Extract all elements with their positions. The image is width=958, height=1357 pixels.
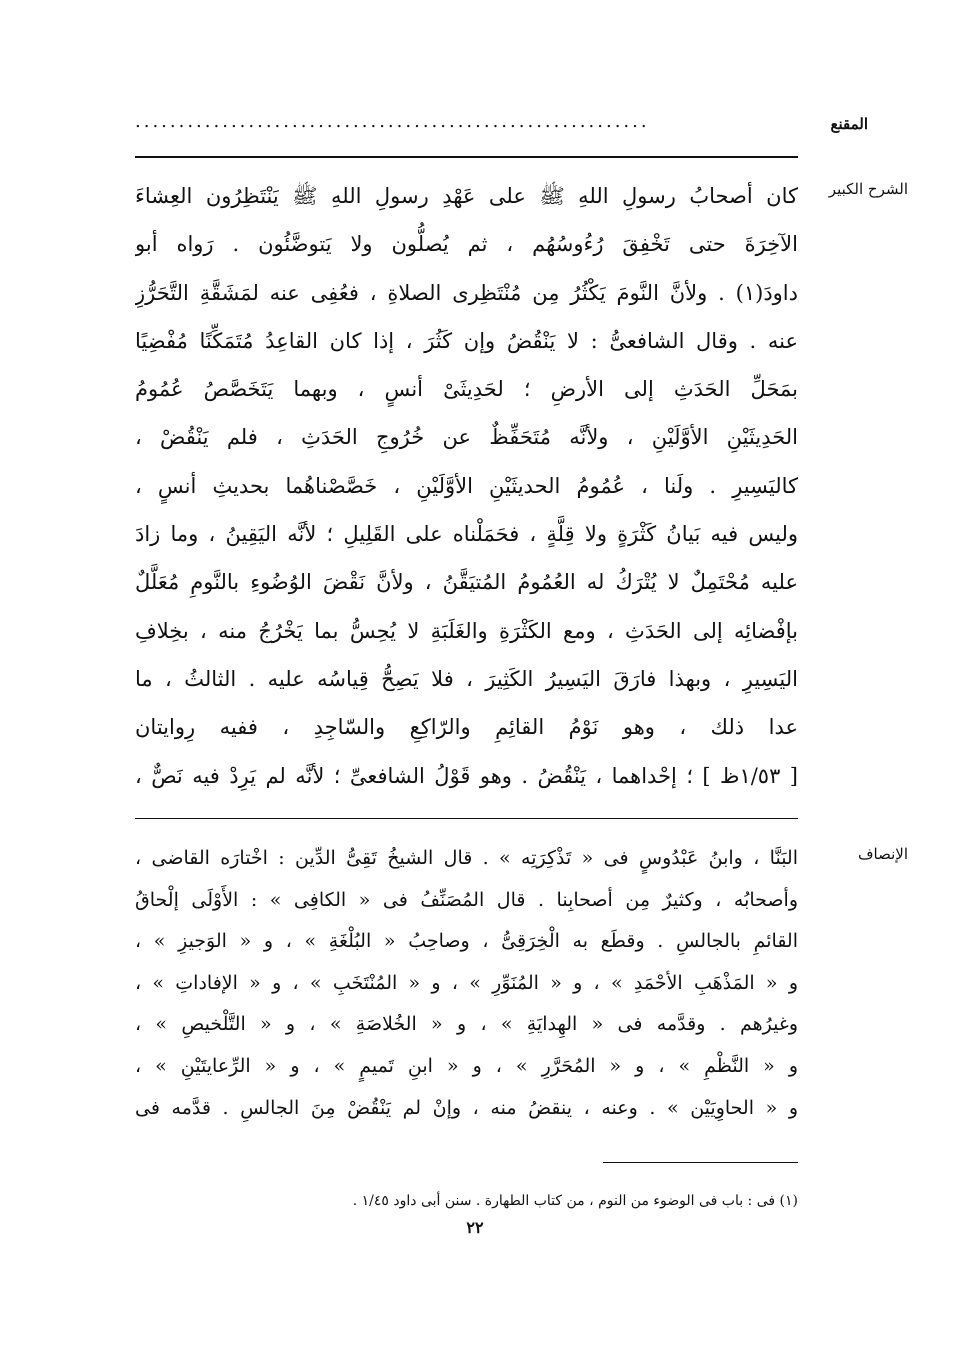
text-line: داودَ(١) . ولأنَّ النَّومَ يَكْثُرُ مِن مُنْتَظِرى الصلاةِ ، فعُفِى عنه لمَشَقَّةِ التَّحَرُّزِ xyxy=(135,280,798,305)
footnote: (١) فى : باب فى الوضوء من النوم ، من كتاب الطهارة . سنن أبى داود ١/٤٥ . xyxy=(352,1193,798,1209)
text-line: عليه مُحْتَمِلٌ لا يُتْرَكُ له العُمُومُ المُتيَقَّنُ ، ولأنَّ نَقْضَ الوُضُوءِ بالنَّومِ مُعَلَّلٌ xyxy=(135,570,798,595)
text-line: و « الحاوِيَيْن » . وعنه ، ينقضُ منه ، وإنْ لم يَنْقُضْ مِنَ الجالسِ . قدَّمه فى xyxy=(135,1096,798,1119)
text-line: بإفْضائِه إلى الحَدَثِ ، ومع الكَثْرَةِ والغَلَبَةِ لا يُحِسُّ بما يَخْرُجُ منه ، بخِلافِ xyxy=(135,618,798,643)
text-line: و « النَّظْمِ » ، و « المُحَرَّرِ » ، و « ابنِ تَميمٍ » ، و « الرِّعايتَيْنِ » ، xyxy=(135,1054,798,1077)
section-label-sharh: الشرح الكبير xyxy=(828,180,908,198)
text-line: اليَسِيرِ ، وبهذا فارَقَ اليَسِيرُ الكَثِيرَ ، فلا يَصِحُّ قِياسُه عليه . الثالثُ ، ما xyxy=(135,666,798,691)
text-line: عدا ذلك ، وهو نَوْمُ القائِمِ والرّاكِعِ والسّاجِدِ ، ففيه رِوايتان xyxy=(135,715,798,740)
text-line: بمَحَلِّ الحَدَثِ إلى الأرضِ ؛ لحَدِيثَىْ أنسٍ ، وبهما يَتَخَصَّصُ عُمُومُ xyxy=(135,377,798,402)
insaf-text-block xyxy=(135,838,798,1129)
text-line: وأصحابُه ، وكثيرٌ مِن أصحابِنا . قال المُصَنِّفُ فى « الكافِى » : الأَوْلَى إلْحاقُ xyxy=(135,888,798,911)
text-line: القائمِ بالجالسِ . وقطَع به الْخِرَقِىُّ ، وصاحِبُ « البُلْغَةِ » ، و « الوَجيزِ » ، xyxy=(135,930,798,953)
text-line: كان أصحابُ رسولِ اللهِ ﷺ على عَهْدِ رسولِ اللهِ ﷺ يَنْتَظِرُون العِشاءَ xyxy=(135,184,798,208)
text-line: [ ١/٥٣ظ ] ؛ إحْداهما ، يَنْقُضُ . وهو قَوْلُ الشافعىِّ ؛ لأنَّه لم يَرِدْ فيه نَصٌّ ، xyxy=(135,763,798,788)
header-rule xyxy=(135,156,798,158)
footnote-rule xyxy=(603,1162,798,1163)
section-divider-rule xyxy=(135,818,798,819)
text-line: الآخِرَةَ حتى تَخْفِقَ رُءُوسُهُم ، ثم يُصلُّون ولا يَتوضَّئُون . رَواه أبو xyxy=(135,232,798,257)
text-line: وليس فيه بَيانُ كَثْرَةٍ ولا قِلَّةٍ ، فحَمَلْناه على القَلِيلِ ؛ لأنَّه اليَقِينُ ، وما زادَ xyxy=(135,522,798,547)
page-number: ٢٢ xyxy=(466,1218,484,1237)
text-line: وغيرُهم . وقدَّمه فى « الهِدايَةِ » ، و « الخُلاصَةِ » ، و « التَّلْخيصِ » ، xyxy=(135,1013,798,1036)
text-line: كاليَسِيرِ . ولَنا ، عُمُومُ الحديثَيْنِ الأوَّلَيْنِ ، خَصَّصْناهُما بحديثِ أنسٍ ، xyxy=(135,473,798,498)
text-line: البَنَّا ، وابنُ عَبْدُوسٍ فى « تَذْكِرَتِه » . قال الشيخُ تَقِىُّ الدِّين : اخْتارَه القاضى ، xyxy=(135,847,798,869)
sharh-text-block xyxy=(135,172,798,800)
text-line: و « المَذْهَبِ الأحْمَدِ » ، و « المُنَوِّرِ » ، و « المُنْتَخَبِ » ، و « الإفاداتِ » ، xyxy=(135,971,798,994)
text-line: الحَدِيثَيْنِ الأوَّلَيْنِ ، ولأنَّه مُتَحَفِّظٌ عن خُرُوجِ الحَدَثِ ، فلم يَنْقُضْ ، xyxy=(135,425,798,450)
text-line: عنه . وقال الشافعىُّ : لا يَنْقُضُ وإن كَثُرَ ، إذا كان القاعِدُ مُتَمَكِّنًا مُفْضِيًا xyxy=(135,328,798,353)
section-label-insaf: الإنصاف xyxy=(857,845,908,863)
header-dotted-leader: ........................................................... xyxy=(135,111,650,132)
running-header-title: المقنع xyxy=(830,115,868,133)
